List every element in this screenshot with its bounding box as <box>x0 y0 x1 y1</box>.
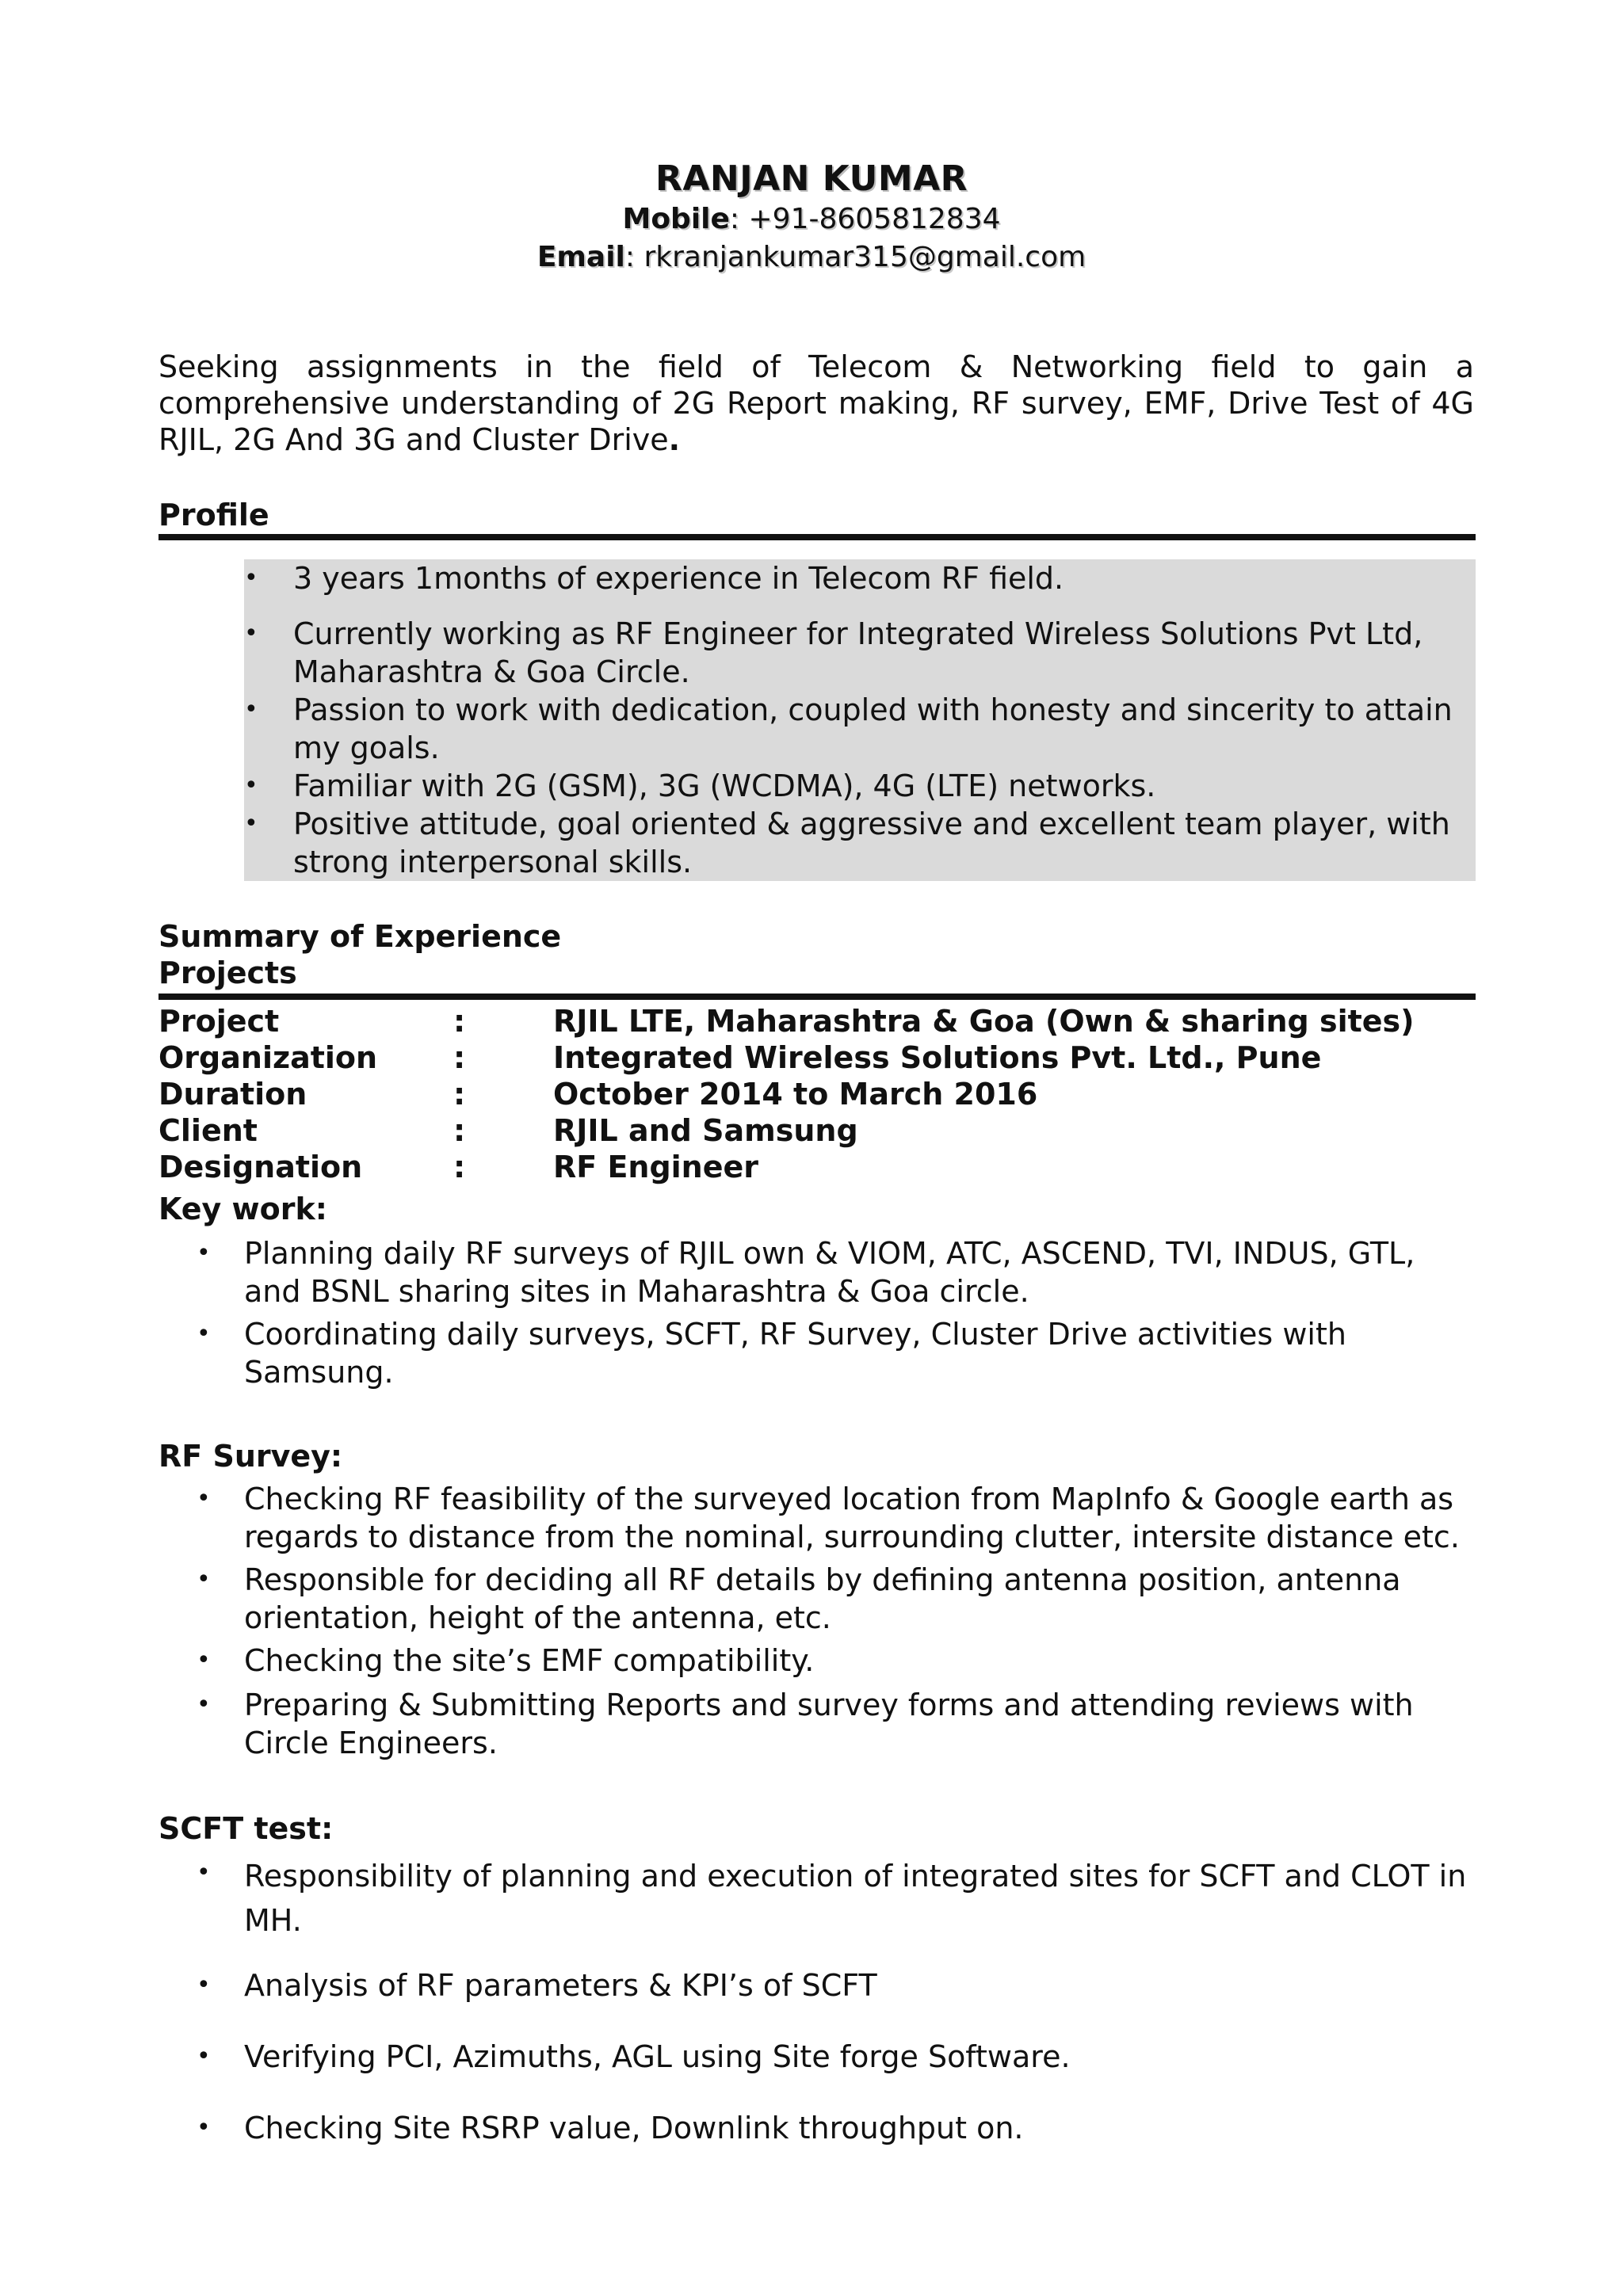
projects-divider <box>158 994 1476 1000</box>
experience-heading: Summary of Experience <box>158 919 562 954</box>
detail-value: RJIL LTE, Maharashtra & Goa (Own & sharing sites) <box>553 1004 1415 1039</box>
email-label: Email <box>537 241 625 273</box>
career-objective <box>158 349 1474 458</box>
detail-key: Duration <box>158 1077 307 1112</box>
bullet-icon: • <box>244 772 258 799</box>
profile-item: 3 years 1months of experience in Telecom RF field. <box>293 561 1064 596</box>
detail-key: Client <box>158 1113 258 1148</box>
bullet-icon: • <box>197 1566 211 1593</box>
bullet-icon: • <box>197 1971 211 1999</box>
projects-heading: Projects <box>158 955 297 990</box>
objective-period: . <box>668 422 681 457</box>
detail-value: Integrated Wireless Solutions Pvt. Ltd., Pune <box>553 1040 1322 1075</box>
bullet-icon: • <box>197 2114 211 2142</box>
rf-survey-heading: RF Survey: <box>158 1439 343 1474</box>
email-value: : rkranjankumar315@gmail.com <box>624 241 1086 273</box>
bullet-icon: • <box>244 810 258 837</box>
rf-survey-item: Checking the site’s EMF compatibility. <box>244 1643 815 1678</box>
email-line <box>0 241 1623 273</box>
detail-row-organization <box>158 1039 1474 1076</box>
detail-value: RF Engineer <box>553 1150 759 1184</box>
profile-item: Passion to work with dedication, coupled with honesty and sincerity to attain my goals. <box>293 692 1453 765</box>
mobile-line <box>0 203 1623 235</box>
scft-item: Responsibility of planning and execution of integrated sites for SCFT and CLOT in MH. <box>244 1859 1467 1938</box>
detail-row-designation <box>158 1149 1474 1185</box>
keywork-heading: Key work: <box>158 1192 327 1226</box>
mobile-label: Mobile <box>622 203 730 235</box>
profile-divider <box>158 534 1476 540</box>
bullet-icon: • <box>197 1691 211 1718</box>
bullet-icon: • <box>197 1320 211 1348</box>
detail-colon: : <box>453 1150 466 1184</box>
scft-heading: SCFT test: <box>158 1811 334 1846</box>
bullet-icon: • <box>244 564 258 592</box>
rf-survey-item: Responsible for deciding all RF details by defining antenna position, antenna orientation, height of the antenna, etc. <box>244 1562 1401 1635</box>
detail-colon: : <box>453 1040 466 1075</box>
detail-colon: : <box>453 1004 466 1039</box>
scft-item: Checking Site RSRP value, Downlink throughput on. <box>244 2111 1024 2145</box>
bullet-icon: • <box>197 1239 211 1267</box>
detail-row-duration <box>158 1076 1474 1112</box>
profile-item: Positive attitude, goal oriented & aggressive and excellent team player, with strong interpersonal skills. <box>293 807 1450 879</box>
profile-item: Familiar with 2G (GSM), 3G (WCDMA), 4G (LTE) networks. <box>293 769 1156 803</box>
detail-key: Organization <box>158 1040 378 1075</box>
detail-colon: : <box>453 1113 466 1148</box>
detail-key: Designation <box>158 1150 363 1184</box>
bullet-icon: • <box>197 1859 211 1886</box>
profile-item: Currently working as RF Engineer for Integrated Wireless Solutions Pvt Ltd, Maharashtra & Goa Circle. <box>293 616 1423 689</box>
keywork-item: Planning daily RF surveys of RJIL own & VIOM, ATC, ASCEND, TVI, INDUS, GTL, and BSNL sharing sites in Maharashtra & Goa circle. <box>244 1236 1415 1309</box>
detail-value: October 2014 to March 2016 <box>553 1077 1038 1112</box>
scft-item: Analysis of RF parameters & KPI’s of SCFT <box>244 1968 877 2003</box>
keywork-item: Coordinating daily surveys, SCFT, RF Survey, Cluster Drive activities with Samsung. <box>244 1317 1346 1390</box>
rf-survey-item: Checking RF feasibility of the surveyed location from MapInfo & Google earth as regards to distance from the nominal, surrounding clutter, intersite distance etc. <box>244 1482 1460 1554</box>
bullet-icon: • <box>197 1646 211 1674</box>
detail-colon: : <box>453 1077 466 1112</box>
detail-value: RJIL and Samsung <box>553 1113 858 1148</box>
profile-heading: Profile <box>158 498 269 532</box>
mobile-value: : +91-8605812834 <box>729 203 1001 235</box>
detail-key: Project <box>158 1004 280 1039</box>
detail-row-client <box>158 1112 1474 1149</box>
candidate-name: RANJAN KUMAR <box>655 158 968 199</box>
scft-item: Verifying PCI, Azimuths, AGL using Site forge Software. <box>244 2039 1071 2074</box>
bullet-icon: • <box>197 2042 211 2070</box>
detail-row-project <box>158 1003 1474 1039</box>
bullet-icon: • <box>197 1485 211 1512</box>
rf-survey-item: Preparing & Submitting Reports and survey forms and attending reviews with Circle Engineers. <box>244 1688 1414 1760</box>
objective-text: Seeking assignments in the field of Telecom & Networking field to gain a comprehensive understanding of 2G Report making, RF survey, EMF, Drive Test of 4G RJIL, 2G And 3G and Cluster Drive <box>158 349 1474 457</box>
bullet-icon: • <box>244 696 258 723</box>
bullet-icon: • <box>244 620 258 647</box>
